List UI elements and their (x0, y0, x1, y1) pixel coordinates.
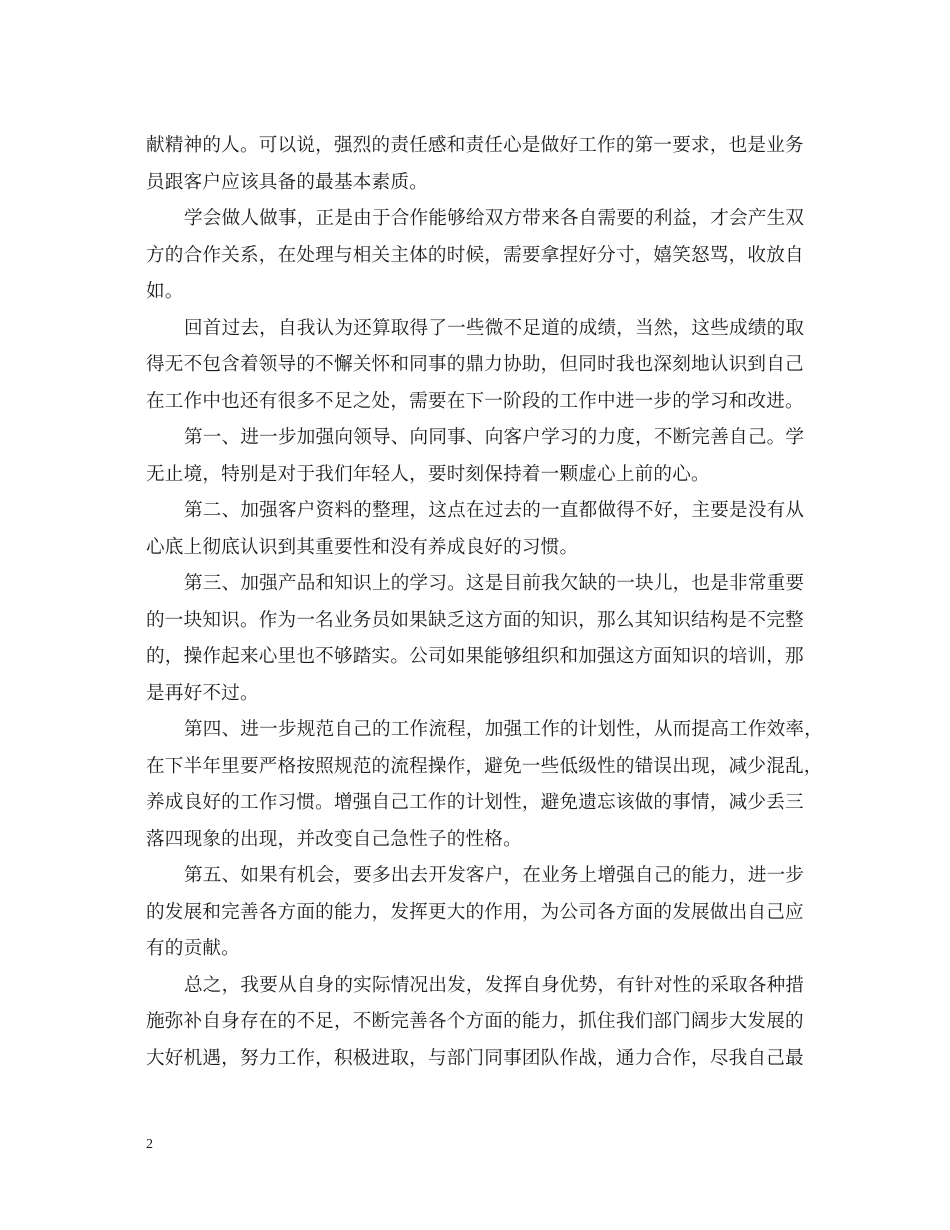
text-line: 的发展和完善各方面的能力，发挥更大的作用，为公司各方面的发展做出自己应 (146, 901, 804, 923)
text-line: 第一、进一步加强向领导、向同事、向客户学习的力度，不断完善自己。学 (184, 427, 805, 448)
text-line: 第二、加强客户资料的整理，这点在过去的一直都做得不好，主要是没有从 (184, 500, 805, 521)
text-line: 员跟客户应该具备的最基本素质。 (146, 171, 428, 193)
text-line: 献精神的人。可以说，强烈的责任感和责任心是做好工作的第一要求，也是业务 (146, 135, 804, 156)
text-line: 的一块知识。作为一名业务员如果缺乏这方面的知识，那么其知识结构是不完整 (146, 609, 804, 631)
text-line: 是再好不过。 (146, 682, 259, 704)
text-line: 方的合作关系，在处理与相关主体的时候，需要拿捏好分寸，嬉笑怒骂，收放自 (146, 244, 804, 266)
text-line: 无止境，特别是对于我们年轻人，要时刻保持着一颗虚心上前的心。 (146, 463, 710, 485)
text-line: 落四现象的出现，并改变自己急性子的性格。 (146, 828, 522, 850)
text-line: 回首过去，自我认为还算取得了一些微不足道的成绩，当然，这些成绩的取 (184, 317, 805, 339)
document-body (146, 128, 823, 1077)
text-line: 第五、如果有机会，要多出去开发客户，在业务上增强自己的能力，进一步 (184, 865, 805, 886)
text-line: 大好机遇，努力工作，积极进取，与部门同事团队作战，通力合作，尽我自己最 (146, 1047, 804, 1069)
text-line: 的，操作起来心里也不够踏实。公司如果能够组织和加强这方面知识的培训，那 (146, 646, 804, 667)
text-line: 在工作中也还有很多不足之处，需要在下一阶段的工作中进一步的学习和改进。 (146, 390, 804, 412)
text-line: 施弥补自身存在的不足，不断完善各个方面的能力，抓住我们部门阔步大发展的 (146, 1011, 804, 1032)
page-number: 2 (146, 1137, 153, 1152)
text-line: 总之，我要从自身的实际情况出发，发挥自身优势，有针对性的采取各种措 (184, 974, 805, 996)
text-line: 得无不包含着领导的不懈关怀和同事的鼎力协助，但同时我也深刻地认识到自己 (146, 354, 804, 375)
text-line: 在下半年里要严格按照规范的流程操作，避免一些低级性的错误出现，减少混乱， (146, 755, 823, 777)
text-line: 学会做人做事，正是由于合作能够给双方带来各自需要的利益，才会产生双 (184, 208, 805, 229)
text-line: 心底上彻底认识到其重要性和没有养成良好的习惯。 (146, 536, 579, 558)
text-line: 第三、加强产品和知识上的学习。这是目前我欠缺的一块儿，也是非常重要 (184, 573, 805, 594)
text-line: 第四、进一步规范自己的工作流程，加强工作的计划性，从而提高工作效率， (184, 719, 823, 740)
text-line: 养成良好的工作习惯。增强自己工作的计划性，避免遗忘该做的事情，减少丢三 (146, 792, 804, 813)
text-line: 如。 (146, 281, 184, 302)
text-line: 有的贡献。 (146, 938, 240, 959)
